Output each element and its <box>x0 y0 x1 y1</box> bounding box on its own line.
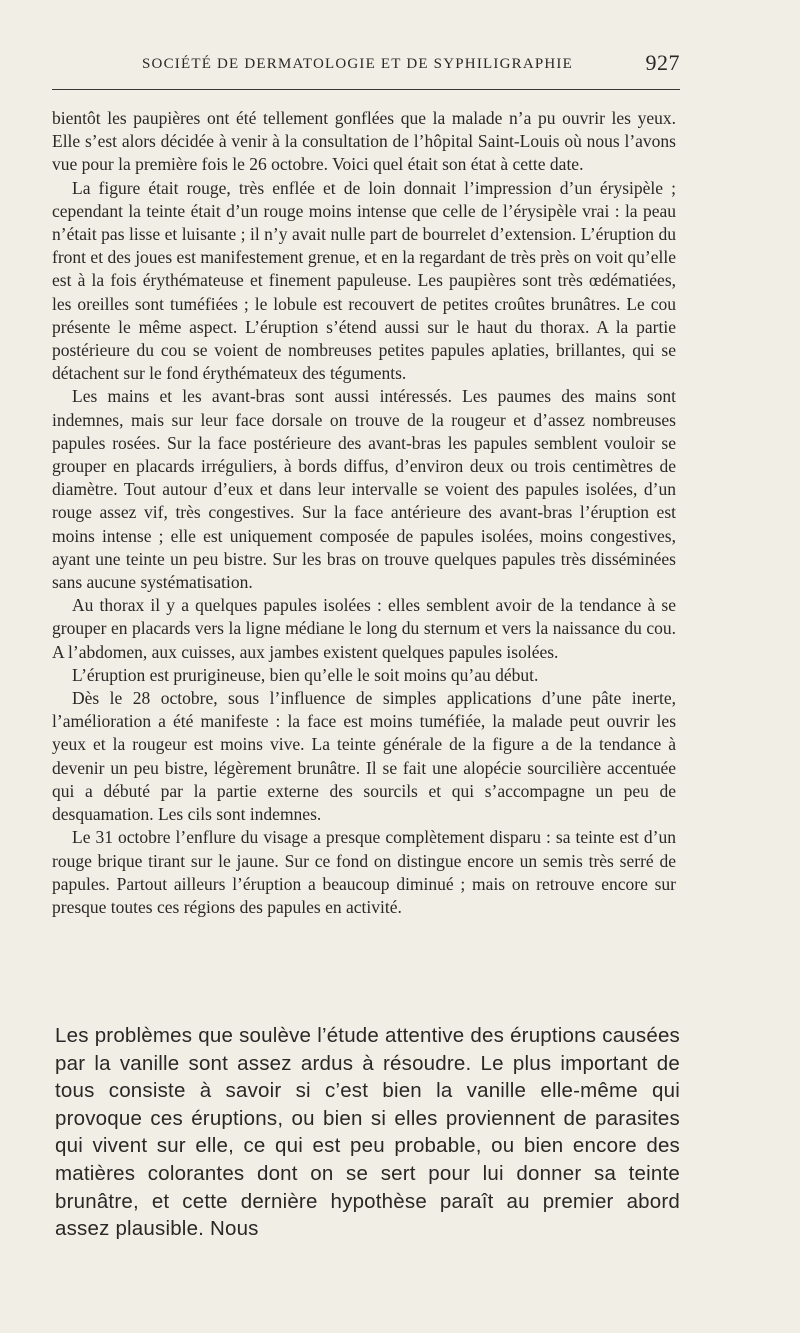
header-rule <box>52 89 680 90</box>
paragraph: Au thorax il y a quelques papules isolées : elles semblent avoir de la tendance à se grouper en placards vers la ligne médiane le long du sternum et vers la naissance du cou. A l’abdomen, aux cuisses, aux jambes existent quelques papules isolées. <box>52 595 676 662</box>
page-number: 927 <box>645 50 680 75</box>
case-report-text <box>52 107 676 919</box>
paragraph: Dès le 28 octobre, sous l’influence de simples applications d’une pâte inerte, l’amélioration a été manifeste : la face est moins tuméfiée, la malade peut ouvrir les yeux et la rougeur est moins vive. La teinte générale de la figure a de la tendance à devenir un peu bistre, légèrement brunâtre. Il se fait une alopécie sourcilière accentuée qui a débuté par la partie externe des sourcils et qui s’accompagne un peu de desquamation. Les cils sont indemnes. <box>52 688 676 825</box>
page-header <box>52 50 680 82</box>
paragraph: La figure était rouge, très enflée et de loin donnait l’impression d’un érysipèle ; cependant la teinte était d’un rouge moins intense que celle de l’érysipèle vrai : la peau n’était pas lisse et luisante ; il n’y avait nulle part de bourrelet d’extension. L’éruption du front et des joues est manifestement grenue, et en la regardant de très près on voit qu’elle est à la fois érythémateuse et finement papuleuse. Les paupières sont très œdématiées, les oreilles sont tuméfiées ; le lobule est recouvert de petites croûtes brunâtres. Le cou présente le même aspect. L’éruption s’étend aussi sur le haut du thorax. A la partie postérieure du cou se voient de nombreuses petites papules aplaties, brillantes, qui se détachent sur le fond érythémateux des téguments. <box>52 177 676 384</box>
discussion-paragraph: Les problèmes que soulève l’étude attentive des éruptions causées par la vanille sont assez ardus à résoudre. Le plus important de tous consiste à savoir si c’est bien la vanille elle-même qui provoque ces éruptions, ou bien si elles proviennent de parasites qui vivent sur elle, ce qui est peu probable, ou bien encore des matières colorantes dont on se sert pour lui donner sa teinte brunâtre, et cette dernière hypothèse paraît au premier abord assez plausible. Nous <box>55 1024 680 1241</box>
paragraph: Les mains et les avant-bras sont aussi intéressés. Les paumes des mains sont indemnes, mais sur leur face dorsale on trouve de la rougeur et d’assez nombreuses papules rosées. Sur la face postérieure des avant-bras les papules semblent vouloir se grouper en placards irréguliers, à bords diffus, d’environ deux ou trois centimètres de diamètre. Tout autour d’eux et dans leur intervalle se voient des papules isolées, d’un rouge assez vif, très congestives. Sur la face antérieure des avant-bras l’éruption est moins intense ; elle est uniquement composée de papules isolées, moins congestives, ayant une teinte un peu bistre. Sur les bras on trouve quelques papules très disséminées sans aucune systématisation. <box>52 386 676 593</box>
paragraph: Le 31 octobre l’enflure du visage a presque complètement disparu : sa teinte est d’un rouge brique tirant sur le jaune. Sur ce fond on distingue encore un semis très serré de papules. Partout ailleurs l’éruption a beaucoup diminué ; mais on retrouve encore sur presque toutes ces régions des papules en activité. <box>52 827 676 917</box>
paragraph: bientôt les paupières ont été tellement gonflées que la malade n’a pu ouvrir les yeux. Elle s’est alors décidée à venir à la consultation de l’hôpital Saint-Louis où nous l’avons vue pour la première fois le 26 octobre. Voici quel était son état à cette date. <box>52 108 676 175</box>
discussion-text <box>55 1022 680 1243</box>
running-title: SOCIÉTÉ DE DERMATOLOGIE ET DE SYPHILIGRAPHIE <box>142 56 573 72</box>
paragraph: L’éruption est prurigineuse, bien qu’elle le soit moins qu’au début. <box>72 664 539 685</box>
